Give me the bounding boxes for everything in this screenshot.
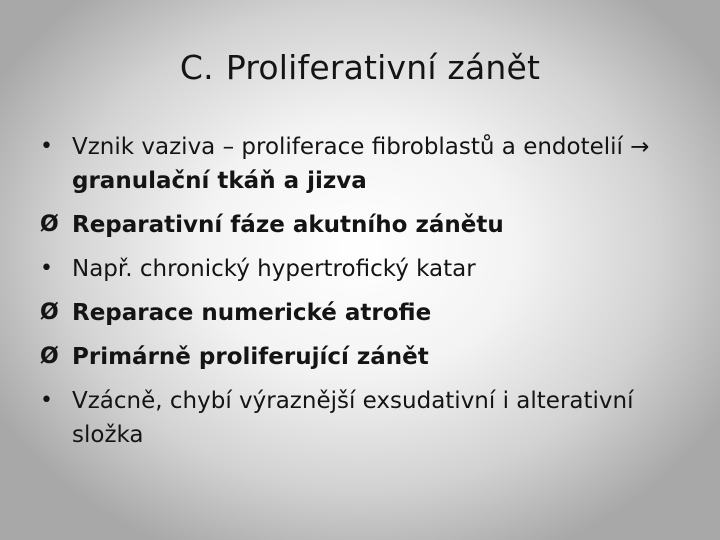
item-text-bold: Reparativní fáze akutního zánětu xyxy=(72,212,504,238)
item-text-bold: Primárně proliferující zánět xyxy=(72,344,429,370)
list-item xyxy=(40,384,680,452)
bullet-dot-icon: • xyxy=(40,256,53,281)
title-text: Proliferativní zánět xyxy=(225,48,541,87)
arrow-bullet-icon: Ø xyxy=(40,344,59,369)
list-item xyxy=(40,208,680,242)
item-text: Vznik vaziva – proliferace fibroblastů a endotelií → xyxy=(72,134,650,160)
slide-title xyxy=(0,46,720,90)
item-text-bold: Reparace numerické atrofie xyxy=(72,300,432,326)
item-text: Vzácně, chybí výraznější exsudativní i alterativní složka xyxy=(72,388,634,448)
list-item xyxy=(40,340,680,374)
list-item xyxy=(40,296,680,330)
item-text: Např. chronický hypertrofický katar xyxy=(72,256,476,282)
arrow-bullet-icon: Ø xyxy=(40,212,59,237)
item-text-bold: granulační tkáň a jizva xyxy=(72,168,367,194)
bullet-dot-icon: • xyxy=(40,388,53,413)
arrow-bullet-icon: Ø xyxy=(40,300,59,325)
bullet-list xyxy=(40,130,680,462)
title-number: C. xyxy=(179,48,214,87)
list-item xyxy=(40,130,680,198)
bullet-dot-icon: • xyxy=(40,134,53,159)
list-item xyxy=(40,252,680,286)
